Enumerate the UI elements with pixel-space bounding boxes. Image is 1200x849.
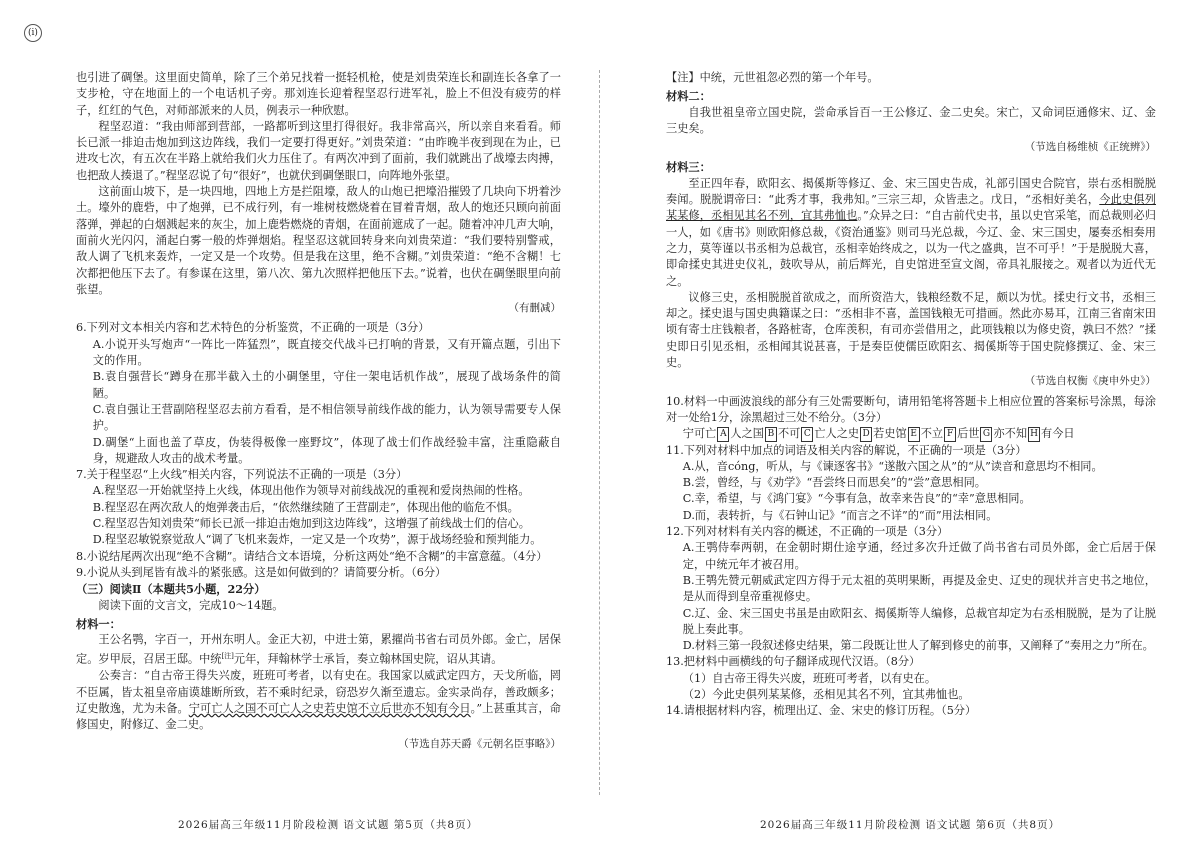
source-note: （节选自杨维桢《正统辨》）	[1024, 141, 1156, 154]
option-7c: C.程坚忍告知刘贵荣“师长已派一排迫击炮加到这边阵线”，这增强了前线战士们的信心。	[92, 517, 530, 531]
option-7d: D.程坚忍敏锐察觉敌人“调了飞机来轰炸，一定又是一个攻势”，源于战场经验和预判能力。	[92, 533, 542, 547]
question-9: 9.小说从头到尾皆有战斗的紧张感。这是如何做到的？请简要分析。（6分）	[76, 565, 447, 579]
footnote: 【注】中统，元世祖忽必烈的第一个年号。	[666, 71, 879, 84]
question-13-item: （1）自古帝王得失兴废，班班可考者，以有史在。	[682, 671, 937, 685]
material-3-label: 材料三：	[666, 160, 711, 175]
question-13: 13.把材料中画横线的句子翻译成现代汉语。（8分）	[666, 655, 921, 669]
wavy-underlined-sentence: 宁可亡人之国不可亡人之史若史馆不立后世亦不知有今日	[188, 702, 471, 716]
break-option-box[interactable]: C	[801, 427, 813, 442]
option-12d: D.材料三第一段叙述修史结果，第二段既让世人了解到修史的前事，又阐释了“奏用之力”所在。	[682, 639, 1154, 653]
column-divider	[599, 70, 600, 795]
passage-paragraph: 程坚忍道：“我由师部到营部，一路都听到这里打得很好。我非常高兴，所以亲自来看看。师长已派一排迫击炮加到这边阵线，我们一定要打得更好。”刘贵荣道：“由昨晚半夜到现在为止，已进攻七次，有五次在半路上就给我们火力压住了。有两次冲到了面前，我们就跳出了战壕去肉搏，也把敌人揍退了。”程坚忍说了句“很好”，也就伏到碉堡眼口，向阵地外张望。	[76, 119, 561, 182]
question-7: 7.关于程坚忍“上火线”相关内容，下列说法不正确的一项是（3分）	[76, 468, 408, 482]
option-12c: C.辽、金、宋三国史书虽是由欧阳玄、揭傒斯等人编修，总裁官却定为右丞相脱脱，是为了让脱脱上奏此事。	[682, 606, 1156, 636]
option-6c: C.袁自强让王营副陪程坚忍去前方看看，是不相信领导前线作战的能力，认为领导需要专人保护。	[92, 402, 561, 433]
break-option-box[interactable]: B	[765, 427, 777, 442]
break-option-box[interactable]: H	[1028, 427, 1040, 442]
passage-paragraph: 也引进了碉堡。这里面史简单，除了三个弟兄找着一挺轻机枪，使是刘贵荣连长和副连长各拿了一支步枪，守在地面上的一个电话机子旁。那刘连长迎着程坚忍行进军礼，脸上不但没有疲劳的样子，红红的气色，对师部派来的人员，例表示一种欣慰。	[76, 71, 561, 117]
break-option-box[interactable]: A	[717, 427, 729, 442]
question-10: 10.材料一中画波浪线的部分有三处需要断句，请用铅笔将答题卡上相应位置的答案标号涂黑，每涂对一处给1分，涂黑超过三处不给分。（3分）	[666, 394, 1156, 424]
source-note: （有删减）	[508, 302, 561, 315]
option-11b: B.尝，曾经，与《劝学》“吾尝终日而思矣”的“尝”意思相同。	[682, 476, 986, 490]
footnote-mark: [注]	[221, 652, 234, 661]
break-option-box[interactable]: F	[944, 427, 956, 442]
left-column	[76, 70, 561, 756]
material-1-paragraph: 王公名鹗，字百一，开州东明人。金正大初，中进士第，累擢尚书省右司员外郎。金亡，居保定。岁甲辰，召居王邸。中统[注]元年，拜翰林学士承旨，奏立翰林国史院，诏从其请。	[76, 633, 561, 667]
page-footer-right: 2026届高三年级11月阶段检测 语文试题 第6页（共8页）	[760, 819, 1061, 831]
question-8: 8.小说结尾两次出现“绝不含糊”。请结合文本语境，分析这两处“绝不含糊”的丰富意蕴。（4分）	[76, 549, 548, 563]
break-option-box[interactable]: D	[860, 427, 872, 442]
option-7a: A.程坚忍一开始就坚持上火线，体现出他作为领导对前线战况的重视和爱岗热闹的性格。	[92, 484, 530, 498]
option-6d: D.碉堡“上面也盖了草皮，伪装得极像一座野坟”，体现了战士们作战经验丰富，注重隐蔽自身，规避敌人攻击的战术考量。	[92, 435, 561, 465]
option-11d: D.而，表转折，与《石钟山记》“而言之不详”的“而”用法相同。	[682, 508, 998, 522]
passage-paragraph: 这前面山坡下，是一块四地，四地上方是拦阻壕，敌人的山炮已把壕沿摧毁了几块向下坍着沙土。壕外的鹿砦，中了炮弹，已不成行列，有一堆树枝燃烧着在冒着青烟，敌人的炮还只顾向前面落弹，弹起的白烟溅起来的灰尘，加上鹿砦燃烧的青烟，在面前遮成了一起。随着冲冲几声大响，面前火光闪闪，涌起白雾一般的炸弹烟焰。程坚忍这就回转身来向刘贵荣道：“我们要特别警戒，敌人调了飞机来轰炸，一定又是一个攻势。但是我在这里，绝不含糊。”刘贵荣道：“绝不含糊！七次都把他压下去了。有参谋在这里，第八次、第九次照样把他压下去。”说着，也伏在碉堡眼里向前张望。	[76, 185, 561, 296]
question-13-item: （2）今此史俱列某某修，丞相见其名不列，宜其弗恤也。	[682, 687, 970, 701]
option-6b: B.袁自强营长“蹲身在那半截入土的小碉堡里，守住一架电话机作战”，展现了战场条件的简陋。	[92, 370, 561, 400]
option-12a: A.王鹗侍奉两朝，在金朝时期仕途亨通，经过多次升迁做了尚书省右司员外郎，金亡后居于保定，中统元年才被召用。	[682, 541, 1156, 571]
question-14: 14.请根据材料内容，梳理出辽、金、宋史的修订历程。（5分）	[666, 704, 977, 718]
material-3-paragraph: 至正四年春，欧阳玄、揭傒斯等修辽、金、宋三国史告成，礼部引国史合院官，崇右丞相脱脱奏闻。脱脱谓帝曰：“此秀才事，我弗知。”三宗三却，众皆恚之。戊日，“丞相好美名，今此史俱列某某修，丞相见其名不列，宜其弗恤也。”众异之曰：“自古前代史书，虽以史官采笔，而总裁则必归一人，如《唐书》则欧阳修总裁，《资治通鉴》则司马光总裁，今辽、金、宋三国史，屡奏丞相奏用之力，莫等谨以书丞相为总裁官，丞相幸始终成之，以为一代之盛典，岂不可乎！”于是脱脱大喜，即命揉史其进史仪礼，鼓吹导从，前后辉光，自史馆进至宣文阁，帝具礼服接之。观者以为近代无之。	[666, 176, 1156, 288]
question-12: 12.下列对材料有关内容的概述，不正确的一项是（3分）	[666, 525, 949, 539]
break-option-box[interactable]: E	[908, 427, 920, 442]
material-1-paragraph: 公奏言：“自古帝王得失兴废，班班可考者，以有史在。我国家以威武定四方，天戈所临，罔不臣属，皆太祖皇帝庙谟雄断所致，若不乘时纪录，窃恐岁久渐至遗忘。金实录尚存，善政颇多；辽史散逸，尤为未备。宁可亡人之国不可亡人之史若史馆不立后世亦不知有今日。”上甚重其言，命修国史，附修辽、金二史。	[76, 669, 561, 732]
option-11c: C.幸，希望，与《鸿门宴》“今事有急，故幸来告良”的“幸”意思相同。	[682, 492, 1031, 506]
material-2-paragraph: 自我世祖皇帝立国史院，尝命承旨百一王公修辽、金二史矣。宋亡，又命词臣通修宋、辽、金三史矣。	[666, 105, 1156, 135]
page-footer-left: 2026届高三年级11月阶段检测 语文试题 第5页（共8页）	[178, 819, 479, 831]
source-note: （节选自苏天爵《元朝名臣事略》）	[398, 737, 561, 750]
underlined-sentence: 今此史俱列某某修，丞相见其名不列，宜其弗恤也	[666, 193, 1156, 223]
sentence-break-options: 宁可亡 A 人之国 B 不可 C 亡人之史 D 若史馆 E 不立 F 后世 G 亦不知 H 有今日	[682, 427, 1075, 441]
right-column	[666, 70, 1156, 720]
option-7b: B.程坚忍在两次敌人的炮弹袭击后，“依然继续随了王营副走”，体现出他的临危不惧。	[92, 500, 519, 514]
break-option-box[interactable]: G	[980, 427, 992, 442]
section-heading: （三）阅读Ⅱ（本题共5小题，22分）	[76, 582, 266, 597]
reading-instruction: 阅读下面的文言文，完成10～14题。	[98, 598, 284, 612]
question-6: 6.下列对文本相关内容和艺术特色的分析鉴赏，不正确的一项是（3分）	[76, 321, 430, 335]
option-11a: A.从，音cóng，听从，与《谏逐客书》“遂散六国之从”的“从”读音和意思均不相同。	[682, 459, 1103, 473]
option-6a: A.小说开头写炮声“一阵比一阵猛烈”，既直接交代战斗已打响的背景，又有开篇点题，引出下文的作用。	[92, 337, 561, 368]
option-12b: B.王鹗先赞元朝威武定四方得于元太祖的英明果断，再提及金史、辽史的现状并言史书之地位，是从而得到皇帝重视修史。	[682, 573, 1156, 604]
page-corner-mark: (i)	[24, 24, 42, 42]
material-2-label: 材料二：	[666, 89, 711, 104]
question-11: 11.下列对材料中加点的词语及相关内容的解说，不正确的一项是（3分）	[666, 443, 1027, 457]
material-1-label: 材料一：	[76, 616, 121, 631]
source-note: （节选自权衡《庚申外史》）	[1024, 375, 1156, 388]
material-3-paragraph: 议修三史，丞相脱脱首欲成之，而所资浩大，钱粮经数不足，颇以为忧。揉史行文书，丞相三却之。揉史退与国史典籍谋之曰：“丞相非不喜，盖国钱粮无可措画。然此亦易耳，江南三省南宋田顷有寄士庄钱粮者，各路桩寄，仓库羡积，有司亦尝借用之，此项钱粮以为修史资，孰曰不然？”揉史即日引见丞相，丞相闻其说甚喜，于是奏臣使儒臣欧阳玄、揭傒斯等于国史院修撰辽、金、宋三史。	[666, 290, 1156, 370]
